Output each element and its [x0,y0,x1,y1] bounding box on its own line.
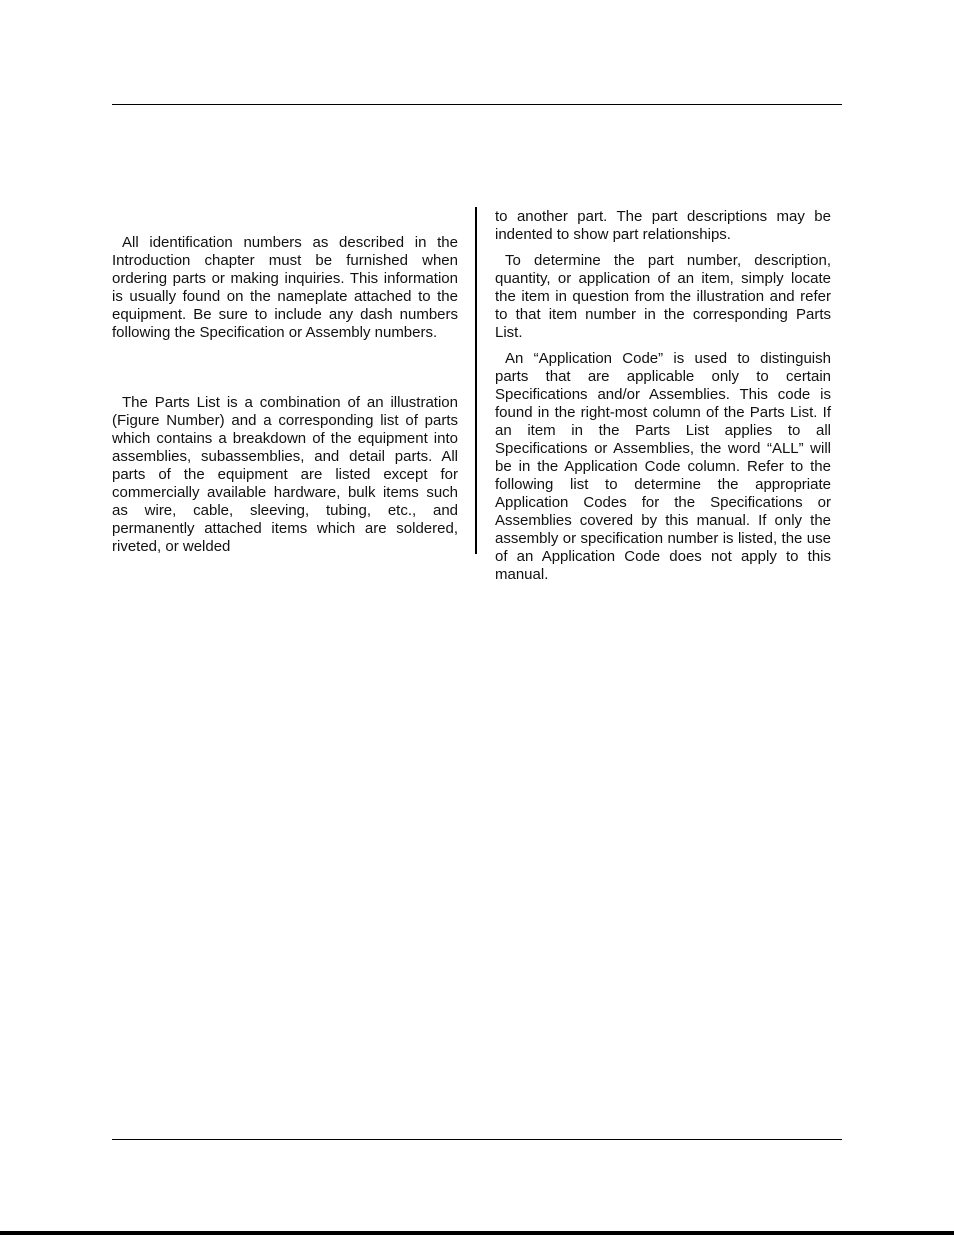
paragraph-locating-items: To determine the part number, description, quantity, or application of an item, simply locate the item in question from the illustration and refer to that item number in the corresponding Parts List. [495,252,831,341]
footer-rule [112,1139,842,1140]
page-bottom-edge [0,1231,954,1235]
header-rule [112,104,842,105]
change-bar [475,207,477,554]
left-column [112,208,458,556]
paragraph-continuation: to another part. The part descriptions may be indented to show part relationships. [495,208,831,243]
paragraph-parts-list-description: The Parts List is a combination of an illustration (Figure Number) and a corresponding list of parts which contains a breakdown of the equipment into assemblies, subassemblies, and detail parts. All parts of the equipment are listed except for commercially available hardware, bulk items such as wire, cable, sleeving, tubing, etc., and permanently attached items which are soldered, riveted, or welded [112,394,458,555]
paragraph-identification-numbers: All identification numbers as described in the Introduction chapter must be furnished when ordering parts or making inquiries. This information is usually found on the nameplate attached to the equipment. Be sure to include any dash numbers following the Specification or Assembly numbers. [112,234,458,341]
paragraph-application-code: An “Application Code” is used to distinguish parts that are applicable only to certain Specifications and/or Assemblies. This code is found in the right-most column of the Parts List. If an item in the Parts List applies to all Specifications or Assemblies, the word “ALL” will be in the Application Code column. Refer to the following list to determine the appropriate Application Codes for the Specifications or Assemblies covered by this manual. If only the assembly or specification number is listed, the use of an Application Code does not apply to this manual. [495,350,831,583]
right-column [495,208,831,592]
